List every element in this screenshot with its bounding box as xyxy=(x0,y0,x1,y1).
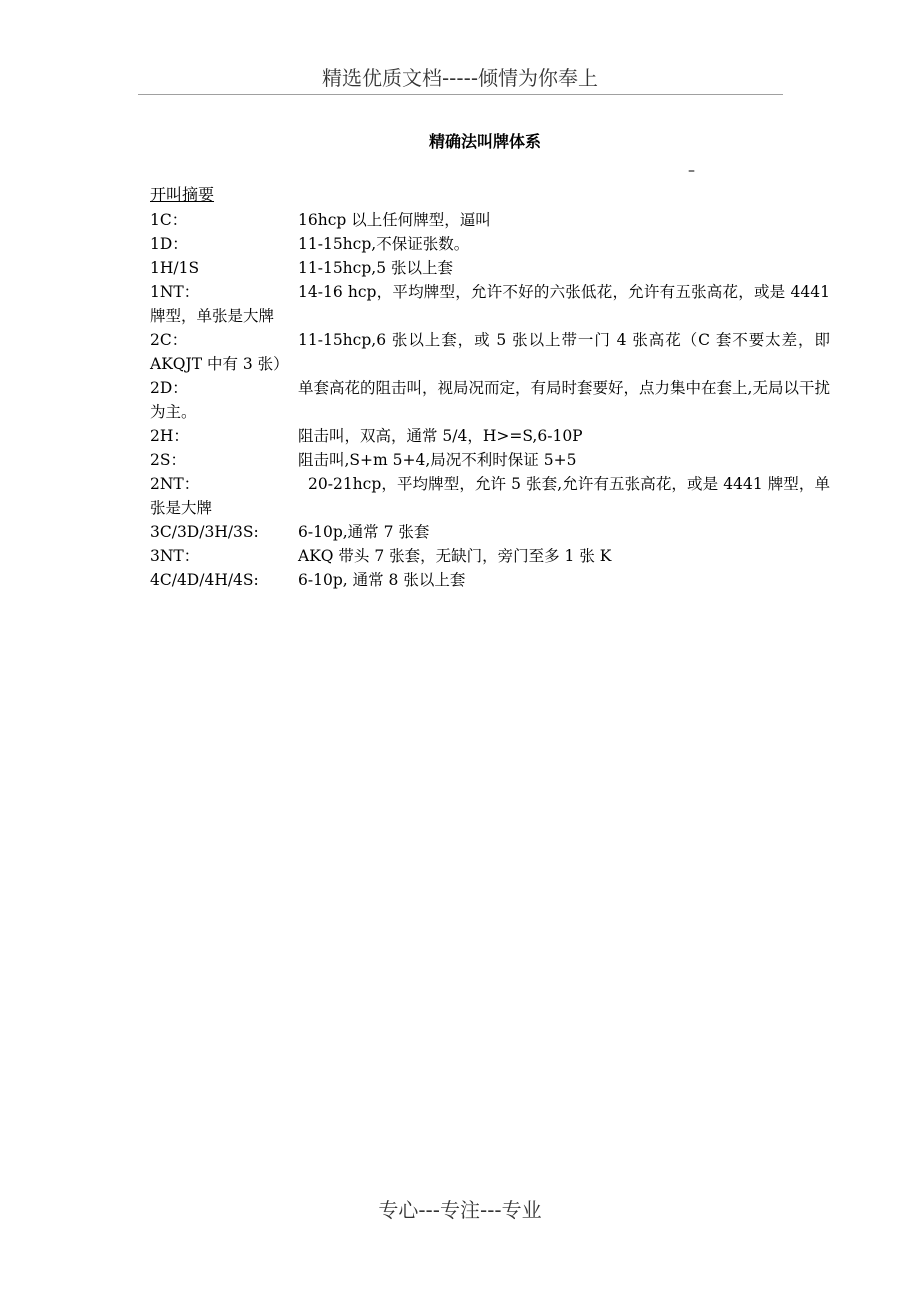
bid-code: 4C/4D/4H/4S: xyxy=(150,571,259,589)
bid-description: AKQ 带头 7 张套，无缺门，旁门至多 1 张 K xyxy=(298,547,612,565)
bid-description: 11-15hcp,不保证张数。 xyxy=(298,235,470,253)
bid-entry xyxy=(150,328,830,376)
bid-description: 11-15hcp,5 张以上套 xyxy=(298,259,453,277)
bid-description: 11-15hcp,6 张以上套，或 5 张以上带一门 4 张高花（C 套不要太差，即 AKQJT 中有 3 张） xyxy=(150,331,830,373)
bid-entry xyxy=(150,232,830,256)
bid-description: 14-16 hcp，平均牌型，允许不好的六张低花，允许有五张高花，或是 4441 牌型，单张是大牌 xyxy=(150,283,830,325)
bid-entry xyxy=(150,544,830,568)
bid-code: 2NT： xyxy=(150,475,200,493)
bid-code: 2H： xyxy=(150,427,189,445)
page-header: 精选优质文档-----倾情为你奉上 xyxy=(321,66,599,90)
document-title: 精确法叫牌体系 xyxy=(428,132,541,151)
bid-entry xyxy=(150,424,830,448)
bid-description: 阻击叫，双高，通常 5/4，H>=S,6-10P xyxy=(298,427,583,445)
bid-code: 3NT： xyxy=(150,547,200,565)
bid-entry xyxy=(150,208,830,232)
bid-description: 16hcp 以上任何牌型，逼叫 xyxy=(298,211,491,229)
header-divider xyxy=(138,94,783,95)
bid-code: 1NT： xyxy=(150,283,200,301)
bid-code: 2D： xyxy=(150,379,188,397)
bid-code: 2S： xyxy=(150,451,186,469)
bid-entry xyxy=(150,280,830,328)
bid-code: 3C/3D/3H/3S: xyxy=(150,523,259,541)
bid-code: 1C： xyxy=(150,211,188,229)
bid-entry xyxy=(150,256,830,280)
bid-entry xyxy=(150,472,830,520)
bid-code: 1H/1S xyxy=(150,259,200,277)
dash-mark: – xyxy=(688,163,695,179)
bid-entry xyxy=(150,448,830,472)
bid-description: 6-10p,通常 7 张套 xyxy=(298,523,430,541)
bid-description: 阻击叫,S+m 5+4,局况不利时保证 5+5 xyxy=(298,451,577,469)
bid-code: 1D： xyxy=(150,235,188,253)
bid-description: 单套高花的阻击叫，视局况而定，有局时套要好，点力集中在套上,无局以干扰为主。 xyxy=(150,379,830,421)
page-footer: 专心---专注---专业 xyxy=(378,1198,542,1222)
bid-description: 20-21hcp，平均牌型，允许 5 张套,允许有五张高花，或是 4441 牌型，单张是大牌 xyxy=(150,475,830,517)
bid-description: 6-10p, 通常 8 张以上套 xyxy=(298,571,466,589)
opening-bids-list xyxy=(150,208,830,592)
section-heading: 开叫摘要 xyxy=(150,185,215,204)
bid-entry xyxy=(150,376,830,424)
bid-code: 2C： xyxy=(150,331,188,349)
bid-entry xyxy=(150,520,830,544)
bid-entry xyxy=(150,568,830,592)
